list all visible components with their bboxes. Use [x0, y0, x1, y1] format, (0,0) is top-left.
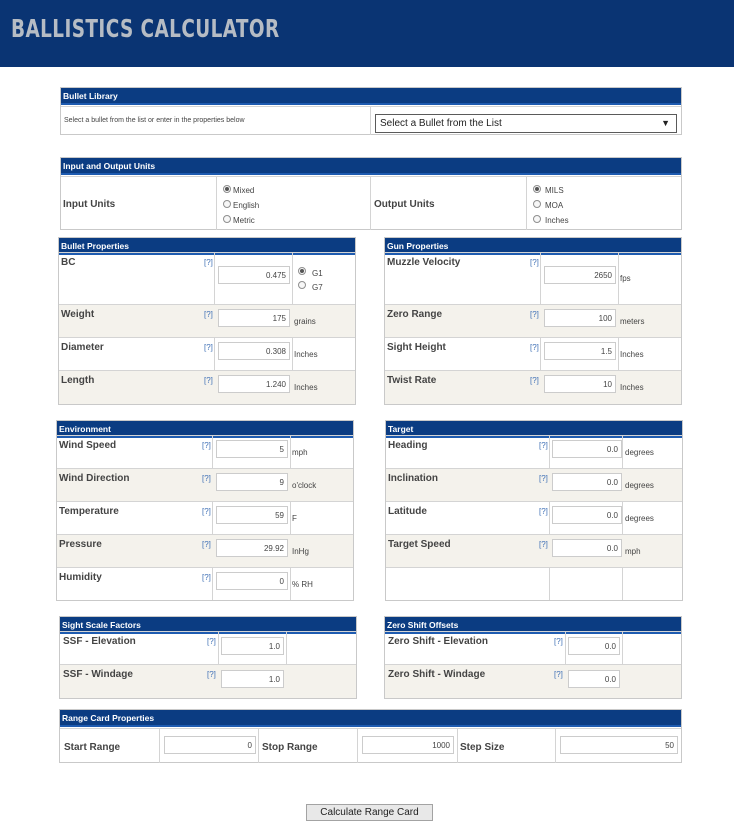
latitude-unit: degrees [625, 514, 654, 523]
range-card-header: Range Card Properties [60, 710, 681, 727]
zero-shift-elevation-row [385, 631, 681, 665]
g1-radio[interactable] [298, 267, 306, 275]
length-unit: Inches [294, 383, 318, 392]
temperature-row [57, 501, 353, 535]
sight-height-unit: Inches [620, 350, 644, 359]
step-size-input[interactable]: 50 [560, 736, 678, 754]
start-range-input[interactable]: 0 [164, 736, 256, 754]
input-units-metric-radio[interactable] [223, 215, 231, 223]
twist-rate-help-link[interactable]: [?] [530, 376, 539, 385]
length-label: Length [61, 375, 95, 386]
units-panel [60, 157, 682, 230]
target-speed-unit: mph [625, 547, 641, 556]
wind-direction-help-link[interactable]: [?] [202, 474, 211, 483]
input-units-english-label: English [233, 201, 260, 210]
output-units-inches-label: Inches [545, 216, 569, 225]
sight-scale-panel [59, 616, 357, 699]
zero-range-unit: meters [620, 317, 645, 326]
humidity-unit: % RH [292, 580, 313, 589]
target-header: Target [386, 421, 682, 438]
weight-row [59, 304, 355, 338]
ssf-elevation-label: SSF - Elevation [63, 636, 136, 647]
bullet-properties-header: Bullet Properties [59, 238, 355, 255]
twist-rate-input[interactable]: 10 [544, 375, 616, 393]
heading-unit: degrees [625, 448, 654, 457]
environment-panel [56, 420, 354, 601]
target-speed-help-link[interactable]: [?] [539, 540, 548, 549]
heading-input[interactable]: 0.0 [552, 440, 622, 458]
divider [370, 107, 371, 135]
divider [555, 729, 556, 763]
weight-input[interactable]: 175 [218, 309, 290, 327]
divider [526, 177, 527, 230]
inclination-label: Inclination [388, 473, 438, 484]
bc-help-link[interactable]: [?] [204, 258, 213, 267]
divider [357, 729, 358, 763]
bullet-library-instruction: Select a bullet from the list or enter in the properties below [64, 117, 245, 124]
zero-shift-panel [384, 616, 682, 699]
target-speed-row [386, 534, 682, 568]
diameter-label: Diameter [61, 342, 104, 353]
temperature-unit: F [292, 514, 297, 523]
humidity-row [57, 567, 353, 601]
divider [457, 729, 458, 763]
zero-shift-header: Zero Shift Offsets [385, 617, 681, 634]
range-card-panel [59, 709, 682, 763]
step-size-label: Step Size [460, 742, 505, 753]
divider [216, 177, 217, 230]
ssf-elevation-row [60, 631, 356, 665]
temperature-help-link[interactable]: [?] [202, 507, 211, 516]
zero-shift-windage-row [385, 664, 681, 698]
latitude-label: Latitude [388, 506, 427, 517]
target-speed-label: Target Speed [388, 539, 451, 550]
pressure-help-link[interactable]: [?] [202, 540, 211, 549]
input-units-metric-label: Metric [233, 216, 255, 225]
zero-range-input[interactable]: 100 [544, 309, 616, 327]
sight-height-help-link[interactable]: [?] [530, 343, 539, 352]
empty-row [386, 567, 682, 601]
bc-label: BC [61, 257, 76, 268]
bullet-properties-panel [58, 237, 356, 405]
divider [258, 729, 259, 763]
muzzle-help-link[interactable]: [?] [530, 258, 539, 267]
diameter-help-link[interactable]: [?] [204, 343, 213, 352]
g7-label: G7 [312, 283, 323, 292]
stop-range-input[interactable]: 1000 [362, 736, 454, 754]
inclination-row [386, 468, 682, 502]
units-header: Input and Output Units [61, 158, 681, 175]
ssf-windage-input[interactable]: 1.0 [221, 670, 284, 688]
sight-scale-header: Sight Scale Factors [60, 617, 356, 634]
bullet-library-header: Bullet Library [61, 88, 681, 105]
sight-height-label: Sight Height [387, 342, 446, 353]
wind-direction-label: Wind Direction [59, 473, 130, 484]
twist-rate-row [385, 370, 681, 404]
app-header [0, 0, 734, 67]
g1-label: G1 [312, 269, 323, 278]
zero-shift-windage-help-link[interactable]: [?] [554, 670, 563, 679]
calculate-range-card-button[interactable]: Calculate Range Card [306, 804, 433, 821]
humidity-input[interactable]: 0 [216, 572, 288, 590]
humidity-help-link[interactable]: [?] [202, 573, 211, 582]
latitude-help-link[interactable]: [?] [539, 507, 548, 516]
inclination-input[interactable]: 0.0 [552, 473, 622, 491]
humidity-label: Humidity [59, 572, 102, 583]
zero-shift-elevation-input[interactable]: 0.0 [568, 637, 620, 655]
wind-direction-row [57, 468, 353, 502]
output-units-mils-radio[interactable] [533, 185, 541, 193]
pressure-input[interactable]: 29.92 [216, 539, 288, 557]
output-units-mils-label: MILS [545, 186, 564, 195]
length-input[interactable]: 1.240 [218, 375, 290, 393]
diameter-input[interactable]: 0.308 [218, 342, 290, 360]
heading-help-link[interactable]: [?] [539, 441, 548, 450]
ssf-elevation-help-link[interactable]: [?] [207, 637, 216, 646]
muzzle-label: Muzzle Velocity [387, 257, 461, 268]
twist-rate-label: Twist Rate [387, 375, 437, 386]
app-title: BALLISTICS CALCULATOR [11, 14, 280, 43]
stop-range-label: Stop Range [262, 742, 318, 753]
heading-row [386, 435, 682, 469]
chevron-down-icon: ▼ [661, 118, 670, 128]
pressure-unit: InHg [292, 547, 309, 556]
zero-range-row [385, 304, 681, 338]
diameter-row [59, 337, 355, 371]
weight-unit: grains [294, 317, 316, 326]
ssf-windage-row [60, 664, 356, 698]
environment-header: Environment [57, 421, 353, 438]
wind-speed-input[interactable]: 5 [216, 440, 288, 458]
wind-speed-label: Wind Speed [59, 440, 117, 451]
inclination-help-link[interactable]: [?] [539, 474, 548, 483]
input-units-mixed-label: Mixed [233, 186, 255, 195]
range-card-row [60, 728, 681, 763]
target-panel [385, 420, 683, 601]
target-speed-input[interactable]: 0.0 [552, 539, 622, 557]
ssf-elevation-input[interactable]: 1.0 [221, 637, 284, 655]
bullet-select-value: Select a Bullet from the List [380, 118, 502, 129]
output-units-moa-radio[interactable] [533, 200, 541, 208]
diameter-unit: Inches [294, 350, 318, 359]
wind-speed-help-link[interactable]: [?] [202, 441, 211, 450]
ssf-windage-label: SSF - Windage [63, 669, 133, 680]
bc-row [59, 252, 355, 305]
temperature-label: Temperature [59, 506, 119, 517]
zero-shift-elevation-label: Zero Shift - Elevation [388, 636, 489, 647]
input-units-label: Input Units [63, 199, 116, 210]
gun-properties-panel [384, 237, 682, 405]
pressure-label: Pressure [59, 539, 102, 550]
zero-range-label: Zero Range [387, 309, 443, 320]
wind-speed-row [57, 435, 353, 469]
muzzle-unit: fps [620, 274, 631, 283]
pressure-row [57, 534, 353, 568]
sight-height-row [385, 337, 681, 371]
weight-help-link[interactable]: [?] [204, 310, 213, 319]
gun-properties-header: Gun Properties [385, 238, 681, 255]
length-row [59, 370, 355, 404]
sight-height-input[interactable]: 1.5 [544, 342, 616, 360]
input-units-mixed-radio[interactable] [223, 185, 231, 193]
start-range-label: Start Range [64, 742, 121, 753]
wind-direction-unit: o'clock [292, 481, 317, 490]
input-units-english-radio[interactable] [223, 200, 231, 208]
wind-direction-input[interactable]: 9 [216, 473, 288, 491]
zero-shift-windage-label: Zero Shift - Windage [388, 669, 486, 680]
divider [159, 729, 160, 763]
output-units-inches-radio[interactable] [533, 215, 541, 223]
bc-input[interactable]: 0.475 [218, 266, 290, 284]
weight-label: Weight [61, 309, 95, 320]
zero-range-help-link[interactable]: [?] [530, 310, 539, 319]
length-help-link[interactable]: [?] [204, 376, 213, 385]
g7-radio[interactable] [298, 281, 306, 289]
latitude-row [386, 501, 682, 535]
latitude-input[interactable]: 0.0 [552, 506, 622, 524]
wind-speed-unit: mph [292, 448, 308, 457]
twist-rate-unit: Inches [620, 383, 644, 392]
heading-label: Heading [388, 440, 428, 451]
muzzle-input[interactable]: 2650 [544, 266, 616, 284]
zero-shift-elevation-help-link[interactable]: [?] [554, 637, 563, 646]
output-units-label: Output Units [374, 199, 435, 210]
ssf-windage-help-link[interactable]: [?] [207, 670, 216, 679]
divider [370, 177, 371, 230]
output-units-moa-label: MOA [545, 201, 564, 210]
units-row [61, 176, 681, 230]
muzzle-row [385, 252, 681, 305]
zero-shift-windage-input[interactable]: 0.0 [568, 670, 620, 688]
temperature-input[interactable]: 59 [216, 506, 288, 524]
inclination-unit: degrees [625, 481, 654, 490]
bullet-select[interactable] [375, 114, 677, 133]
